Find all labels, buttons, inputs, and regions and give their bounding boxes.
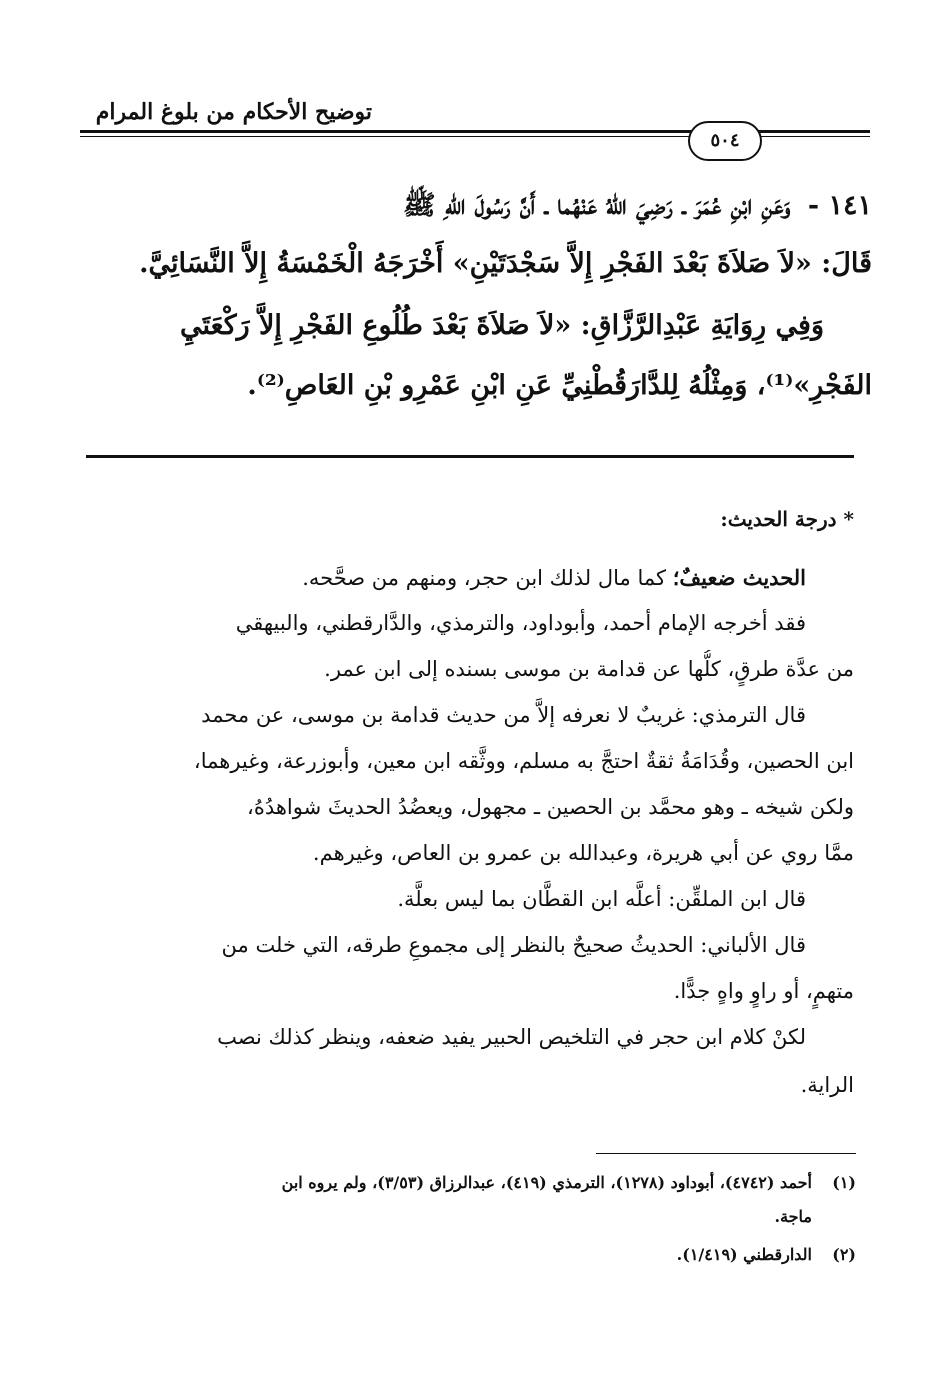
paragraph-line: الحديث ضعيفٌ؛ كما مال لذلك ابن حجر، ومنهم من صحَّحه. [302,565,806,590]
footnote-1-continuation: ماجة. [774,1207,812,1226]
footnote-1: (١)أحمد (٤٧٤٢)، أبوداود (١٢٧٨)، الترمذي (٤١٩)، عبدالرزاق (٣/٥٣)، ولم يروه ابن [281,1173,856,1192]
hadith-line: ١٤١ - وَعَنِ ابْنِ عُمَرَ ـ رَضِيَ اللهُ عَنْهُما ـ أَنَّ رَسُولَ اللهِ ﷺ [403,190,872,221]
paragraph-line: ولكن شيخه ـ وهو محمَّد بن الحصين ـ مجهول، ويعضُدُ الحديثَ شواهدُهُ، [247,795,854,819]
hadith-grading-section [76,500,854,1120]
footnote-2: (٢)الدارقطني (١/٤١٩). [676,1245,856,1264]
footnotes [72,1166,856,1286]
paragraph-line: الراية. [800,1073,854,1097]
paragraph-line: قال الألباني: الحديثُ صحيحٌ بالنظر إلى مجموعِ طرقه، التي خلت من [221,933,806,957]
paragraph-line: ابن الحصين، وقُدَامَةُ ثقةٌ احتجَّ به مسلم، ووثَّقه ابن معين، وأبوزرعة، وغيرهما، [193,749,854,773]
paragraph-line: متهمٍ، أو راوٍ واهٍ جدًّا. [673,979,854,1003]
paragraph-line: قال ابن الملقِّن: أعلَّه ابن القطَّان بما ليس بعلَّة. [397,887,806,911]
hadith-number: ١٤١ - [807,190,872,221]
running-header-title: توضيح الأحكام من بلوغ المرام [95,99,372,125]
page-number: ٥٠٤ [688,121,762,161]
header-rule-thin-left [80,136,690,137]
section-divider [86,455,854,458]
paragraph-line: فقد أخرجه الإمام أحمد، وأبوداود، والترمذي، والدَّارقطني، والبيهقي [235,611,806,635]
paragraph-line: ممَّا روي عن أبي هريرة، وعبدالله بن عمرو بن العاص، وغيرهم. [312,841,854,865]
header-rule-thin-right [758,136,870,137]
hadith-line: قَالَ: «لاَ صَلاَةَ بَعْدَ الفَجْرِ إِلاَّ سَجْدَتَيْنِ» أَخْرَجَهُ الْخَمْسَةُ إِلاَّ النَّسَائِيَّ. [139,248,872,279]
hadith-line: وَفِي رِوَايَةِ عَبْدِالرَّزَّاقِ: «لاَ صَلاَةَ بَعْدَ طُلُوعِ الفَجْرِ إِلاَّ رَكْعَتَيِ [180,310,824,341]
paragraph-line: لكنْ كلام ابن حجر في التلخيص الحبير يفيد ضعفه، وينظر كذلك نصب [217,1025,806,1049]
paragraph-line: من عدَّة طرقٍ، كلُّها عن قدامة بن موسى بسنده إلى ابن عمر. [324,657,854,681]
hadith-text [78,176,872,426]
section-heading: * درجة الحديث: [720,507,854,531]
hadith-line: الفَجْرِ»⁽¹⁾، وَمِثْلُهُ لِلدَّارَقُطْنِيِّ عَنِ ابْنِ عَمْرِو بْنِ العَاصِ⁽²⁾. [247,370,872,401]
paragraph-line: قال الترمذي: غريبٌ لا نعرفه إلاَّ من حديث قدامة بن موسى، عن محمد [201,703,806,727]
footnote-rule [596,1153,856,1154]
